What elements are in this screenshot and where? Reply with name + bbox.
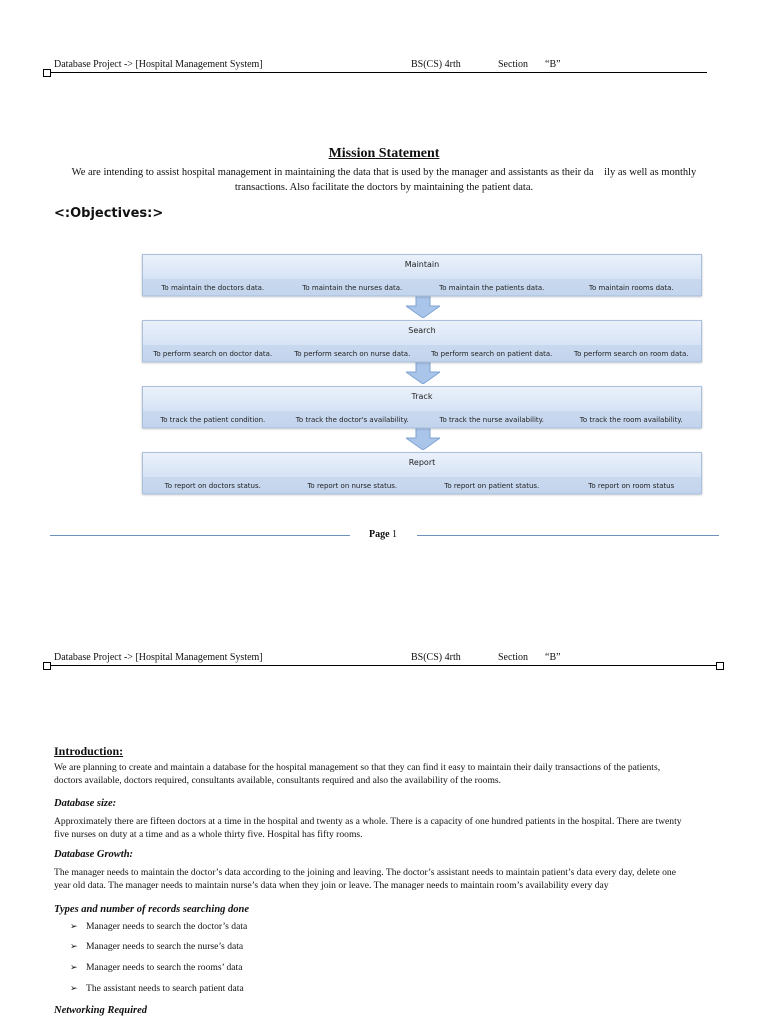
header-corner-handle [43,662,51,670]
diagram-band-track [142,386,702,428]
header-corner-handle [716,662,724,670]
text-line: doctors available, doctors required, consultants available, consultants required and also the availability of the rooms. [54,775,502,786]
list-item-text: Manager needs to search the rooms’ data [86,962,243,973]
records-searching-heading: Types and number of records searching done [54,904,250,915]
header-corner-handle [43,69,51,77]
mission-text [58,165,710,195]
header-project-title: Database Project -> [Hospital Management System] [54,652,263,663]
band-item: To perform search on patient data. [431,350,553,358]
list-item [70,941,243,952]
band-title: Report [408,458,436,467]
mission-title: Mission Statement [328,146,440,161]
band-item: To track the doctor's availability. [295,416,409,424]
introduction-heading: Introduction: [54,744,124,758]
arrow-bullet-icon: ➢ [70,942,78,952]
band-item: To track the patient condition. [160,416,266,424]
header-class: BS(CS) 4rth [411,59,461,70]
mission-line-2: transactions. Also facilitate the doctors by maintaining the patient data. [234,182,534,193]
band-item: To maintain the patients data. [439,284,545,292]
text-line: The manager needs to maintain the doctor’s data according to the joining and leaving. The doctor’s assistant needs to maintain patient’s data every day, delete one [54,867,676,878]
header-rule [48,72,707,73]
diagram-band-maintain [142,254,702,296]
diagram-band-report [142,452,702,494]
band-item: To maintain the doctors data. [161,284,265,292]
band-item: To maintain rooms data. [588,284,674,292]
text-line: Approximately there are fifteen doctors at a time in the hospital and twenty as a whole. There is a capacity of one hundred patients in the hospital. There are twenty [54,816,682,827]
arrow-bullet-icon: ➢ [70,922,78,932]
database-size-heading: Database size: [54,798,117,809]
header-section-label: Section [498,59,528,70]
header-section-value: “B” [545,652,561,663]
database-growth-heading: Database Growth: [54,849,134,860]
objectives-title: <:Objectives:> [54,206,164,221]
introduction-text [54,761,714,787]
header-section-value: “B” [545,59,561,70]
footer-rule-left [50,535,350,536]
down-arrow-icon [406,428,440,450]
page-value: 1 [392,529,398,540]
networking-heading: Networking Required [54,1005,148,1016]
text-line: five nurses on duty at a time and as a whole thirty five. Hospital has fifty rooms. [54,829,363,840]
down-arrow-icon [406,296,440,318]
band-item: To perform search on room data. [573,350,689,358]
band-title: Search [408,326,436,335]
page-number [369,529,397,540]
band-item: To report on patient status. [444,482,540,490]
database-growth-text [54,866,714,892]
arrow-bullet-icon: ➢ [70,963,78,973]
down-arrow-icon [406,362,440,384]
band-item: To report on nurse status. [307,482,398,490]
text-line: We are planning to create and maintain a database for the hospital management so that they can find it easy to maintain their daily transactions of the patients, [54,762,661,773]
mission-line-1: We are intending to assist hospital management in maintaining the data that is used by the manager and assistants as their da ily as well as monthly [71,167,697,178]
list-item [70,962,242,973]
list-item [70,983,244,994]
list-item-text: Manager needs to search the doctor’s data [86,921,248,932]
band-item: To track the nurse availability. [439,416,545,424]
database-size-text [54,815,714,841]
band-item: To perform search on doctor data. [153,350,273,358]
diagram-band-search [142,320,702,362]
band-item: To perform search on nurse data. [294,350,411,358]
header-section-label: Section [498,652,528,663]
header-class: BS(CS) 4rth [411,652,461,663]
page-label: Page [369,529,390,540]
arrow-bullet-icon: ➢ [70,984,78,994]
band-item: To report on doctors status. [164,482,261,490]
band-title: Maintain [404,260,440,269]
band-item: To report on room status [588,482,675,490]
list-item [70,921,247,932]
band-item: To maintain the nurses data. [302,284,403,292]
footer-rule-right [417,535,719,536]
band-item: To track the room availability. [579,416,683,424]
list-item-text: The assistant needs to search patient data [86,983,244,994]
text-line: year old data. The manager needs to maintain nurse’s data when they join or leave. The manager needs to maintain room’s availability every day [54,880,609,891]
header-rule [48,665,720,666]
list-item-text: Manager needs to search the nurse’s data [86,941,244,952]
header-project-title: Database Project -> [Hospital Management System] [54,59,263,70]
band-title: Track [411,392,433,401]
